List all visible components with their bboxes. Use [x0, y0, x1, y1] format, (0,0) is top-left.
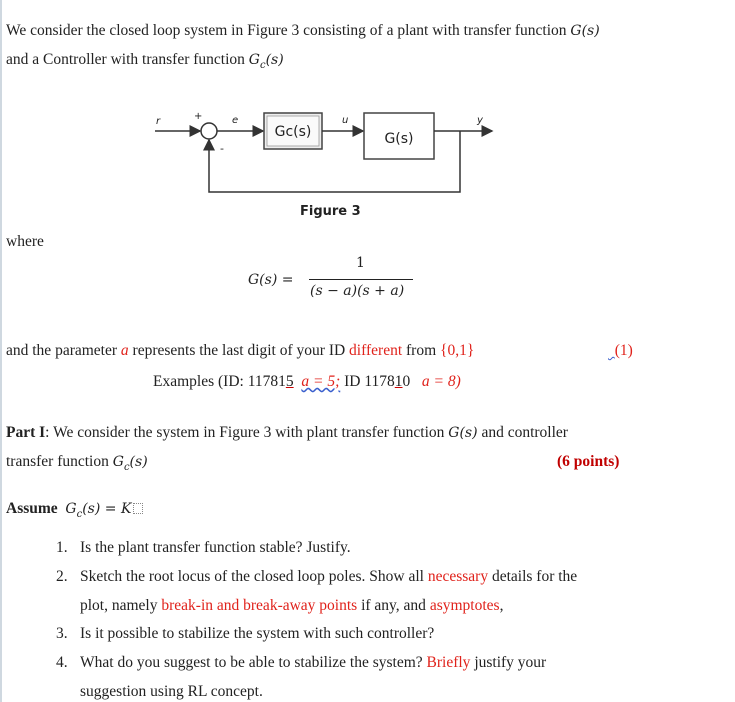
label-r: r — [156, 116, 161, 127]
part1-points: (6 points) — [557, 453, 620, 470]
intro-line-2 — [6, 51, 284, 71]
label-plus: + — [194, 111, 203, 122]
question-3: 3. Is it possible to stabilize the system with such controller? — [56, 625, 435, 642]
summing-junction — [201, 123, 217, 139]
question-2-cont: plot, namely break-in and break-away points if any, and asymptotes, — [80, 597, 504, 614]
param-set: {0,1} — [440, 342, 475, 359]
reference-number: (1) — [614, 342, 633, 359]
equation-numerator: 1 — [356, 255, 365, 271]
question-1: 1. Is the plant transfer function stable? Justify. — [56, 539, 351, 556]
example-digit-2: 1 — [394, 373, 403, 390]
equation-denominator: (s − a)(s + a) — [310, 283, 405, 299]
param-a: a — [120, 342, 129, 359]
fraction-bar — [309, 279, 413, 280]
assume-math: $G_c(s) = K$ — [65, 501, 132, 520]
example-a-1: a = 5; — [301, 373, 341, 390]
controller-block-label: Gc(s) — [274, 124, 312, 140]
label-minus: - — [220, 142, 224, 155]
left-margin-bar — [0, 0, 2, 702]
necessary-text: necessary — [427, 568, 489, 585]
part1-math-gc: $G_c(s)$ — [112, 454, 148, 473]
briefly-text: Briefly — [426, 654, 471, 671]
intro-math-g: G(s) — [570, 23, 600, 39]
question-4-cont: suggestion using RL concept. — [80, 683, 263, 700]
figure-caption: Figure 3 — [300, 204, 361, 219]
block-diagram — [150, 108, 510, 200]
asymptotes-text: asymptotes — [429, 597, 500, 614]
part1-label: Part I — [6, 424, 46, 441]
parameter-line: and the parameter a represents the last digit of your ID different from {0,1} — [6, 342, 475, 359]
label-u: u — [342, 115, 349, 126]
label-y: y — [477, 115, 483, 126]
question-4: 4. What do you suggest to be able to stabilize the system? Briefly justify your — [56, 654, 547, 671]
example-a-2: a = 8) — [421, 373, 461, 390]
equation-lhs: G(s) = — [248, 272, 294, 288]
part1-math-g: G(s) — [448, 425, 478, 441]
param-different: different — [349, 342, 403, 359]
label-e: e — [232, 115, 239, 126]
part1-line-1: Part I: We consider the system in Figure 3 with plant transfer function G(s) and controller — [6, 424, 568, 441]
question-2: 2. Sketch the root locus of the closed loop poles. Show all necessary details for the — [56, 568, 578, 585]
break-points-text: break-in and break-away points — [161, 597, 358, 614]
assume-label: Assume — [6, 500, 58, 517]
intro-text-2: and a Controller with transfer function — [6, 51, 249, 68]
intro-math-gc: $G_c(s)$ — [248, 52, 284, 71]
example-digit-1: 5 — [285, 373, 294, 390]
plant-block-label: G(s) — [384, 131, 414, 147]
assume-line — [6, 500, 143, 520]
examples-line: Examples (ID: 117815 a = 5; ID 117810 a = 8) — [153, 373, 461, 390]
placeholder-box-icon — [133, 503, 143, 514]
where-label: where — [6, 233, 44, 250]
part1-line-2: transfer function $G_c(s)$ — [6, 453, 148, 473]
intro-text-1: We consider the closed loop system in Figure 3 consisting of a plant with transfer function — [6, 22, 571, 39]
intro-line-1 — [6, 22, 600, 40]
